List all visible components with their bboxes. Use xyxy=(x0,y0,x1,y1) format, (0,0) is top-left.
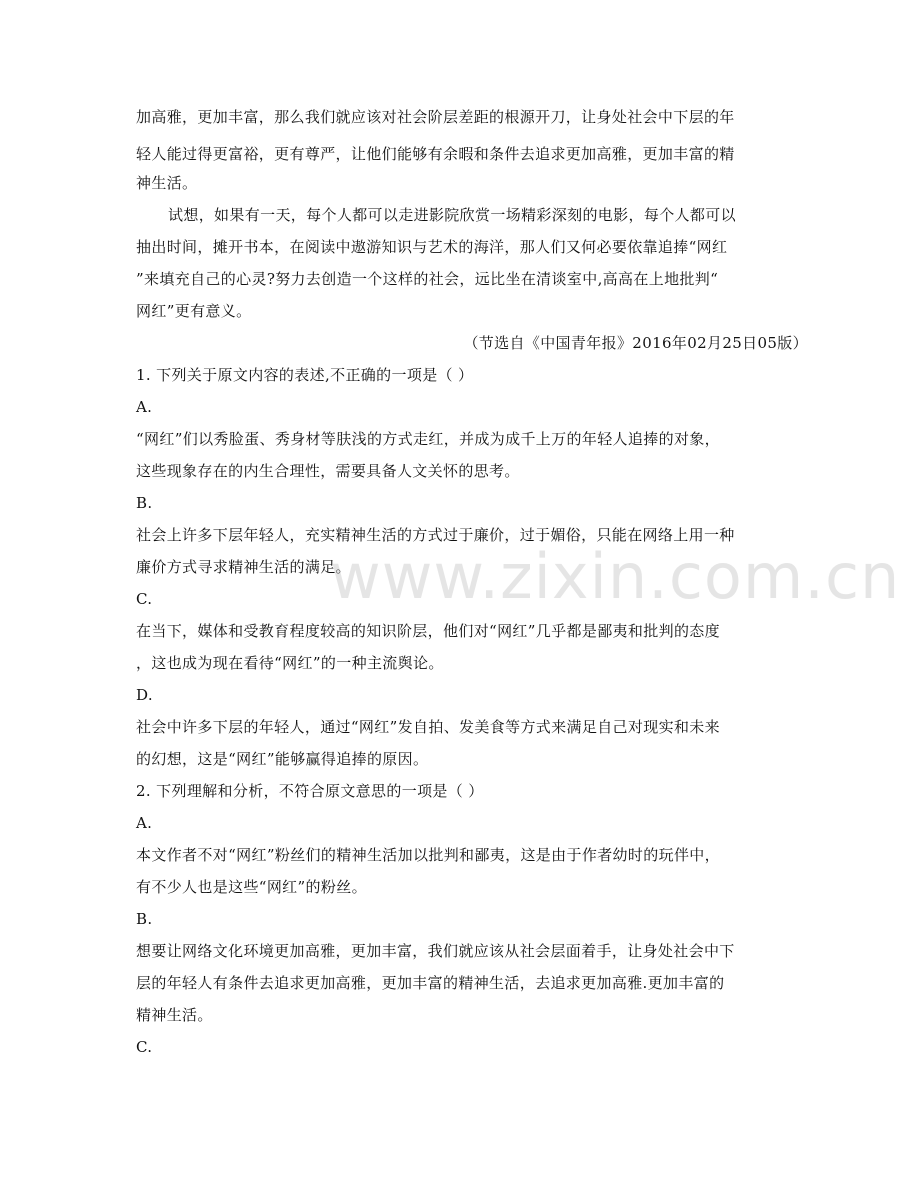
passage-source: （节选自《中国青年报》2016年02月25日05版） xyxy=(463,334,808,352)
option-text: 精神生活。 xyxy=(136,1006,213,1024)
option-text: 想要让网络文化环境更加高雅，更加丰富，我们就应该从社会层面着手，让身处社会中下 xyxy=(136,942,735,960)
passage-line: 试想，如果有一天，每个人都可以走进影院欣赏一场精彩深刻的电影，每个人都可以 xyxy=(168,206,736,224)
passage-line: 网红”更有意义。 xyxy=(136,302,252,320)
question-2-stem: 2. 下列理解和分析，不符合原文意思的一项是（ ） xyxy=(136,782,484,800)
option-label: B. xyxy=(136,494,153,512)
option-label: C. xyxy=(136,1038,153,1056)
option-text: 社会上许多下层年轻人，充实精神生活的方式过于廉价，过于媚俗，只能在网络上用一种 xyxy=(136,526,735,544)
option-text: 本文作者不对“网红”粉丝们的精神生活加以批判和鄙夷，这是由于作者幼时的玩伴中， xyxy=(136,846,720,864)
passage-line: 抽出时间，摊开书本，在阅读中遨游知识与艺术的海洋，那人们又何必要依靠追捧“网红 xyxy=(136,238,728,256)
question-1-stem: 1. 下列关于原文内容的表述,不正确的一项是（ ） xyxy=(136,366,474,384)
option-label: C. xyxy=(136,590,153,608)
watermark: www.zixin.com.cn xyxy=(330,540,901,613)
option-label: B. xyxy=(136,910,153,928)
option-text: “网红”们以秀脸蛋、秀身材等肤浅的方式走红，并成为成千上万的年轻人追捧的对象， xyxy=(136,430,720,448)
passage-line: 轻人能过得更富裕，更有尊严，让他们能够有余暇和条件去追求更加高雅，更加丰富的精 xyxy=(136,145,735,163)
option-text: 有不少人也是这些“网红”的粉丝。 xyxy=(136,878,367,896)
option-text: ，这也成为现在看待“网红”的一种主流舆论。 xyxy=(136,654,444,672)
passage-line: 神生活。 xyxy=(136,174,198,192)
option-label: A. xyxy=(136,398,153,416)
option-text: 在当下，媒体和受教育程度较高的知识阶层，他们对“网红”几乎都是鄙夷和批判的态度 xyxy=(136,622,720,640)
option-text: 社会中许多下层的年轻人，通过“网红”发自拍、发美食等方式来满足自己对现实和未来 xyxy=(136,718,720,736)
passage-line: 加高雅，更加丰富，那么我们就应该对社会阶层差距的根源开刀，让身处社会中下层的年 xyxy=(136,108,735,126)
passage-line: ”来填充自己的心灵?努力去创造一个这样的社会，远比坐在清谈室中,高高在上地批判“ xyxy=(136,270,719,288)
option-text: 廉价方式寻求精神生活的满足。 xyxy=(136,558,351,576)
option-text: 层的年轻人有条件去追求更加高雅，更加丰富的精神生活，去追求更加高雅.更加丰富的 xyxy=(136,974,725,992)
option-label: A. xyxy=(136,814,153,832)
option-text: 的幻想，这是“网红”能够赢得追捧的原因。 xyxy=(136,750,429,768)
option-label: D. xyxy=(136,686,153,704)
option-text: 这些现象存在的内生合理性，需要具备人文关怀的思考。 xyxy=(136,462,520,480)
